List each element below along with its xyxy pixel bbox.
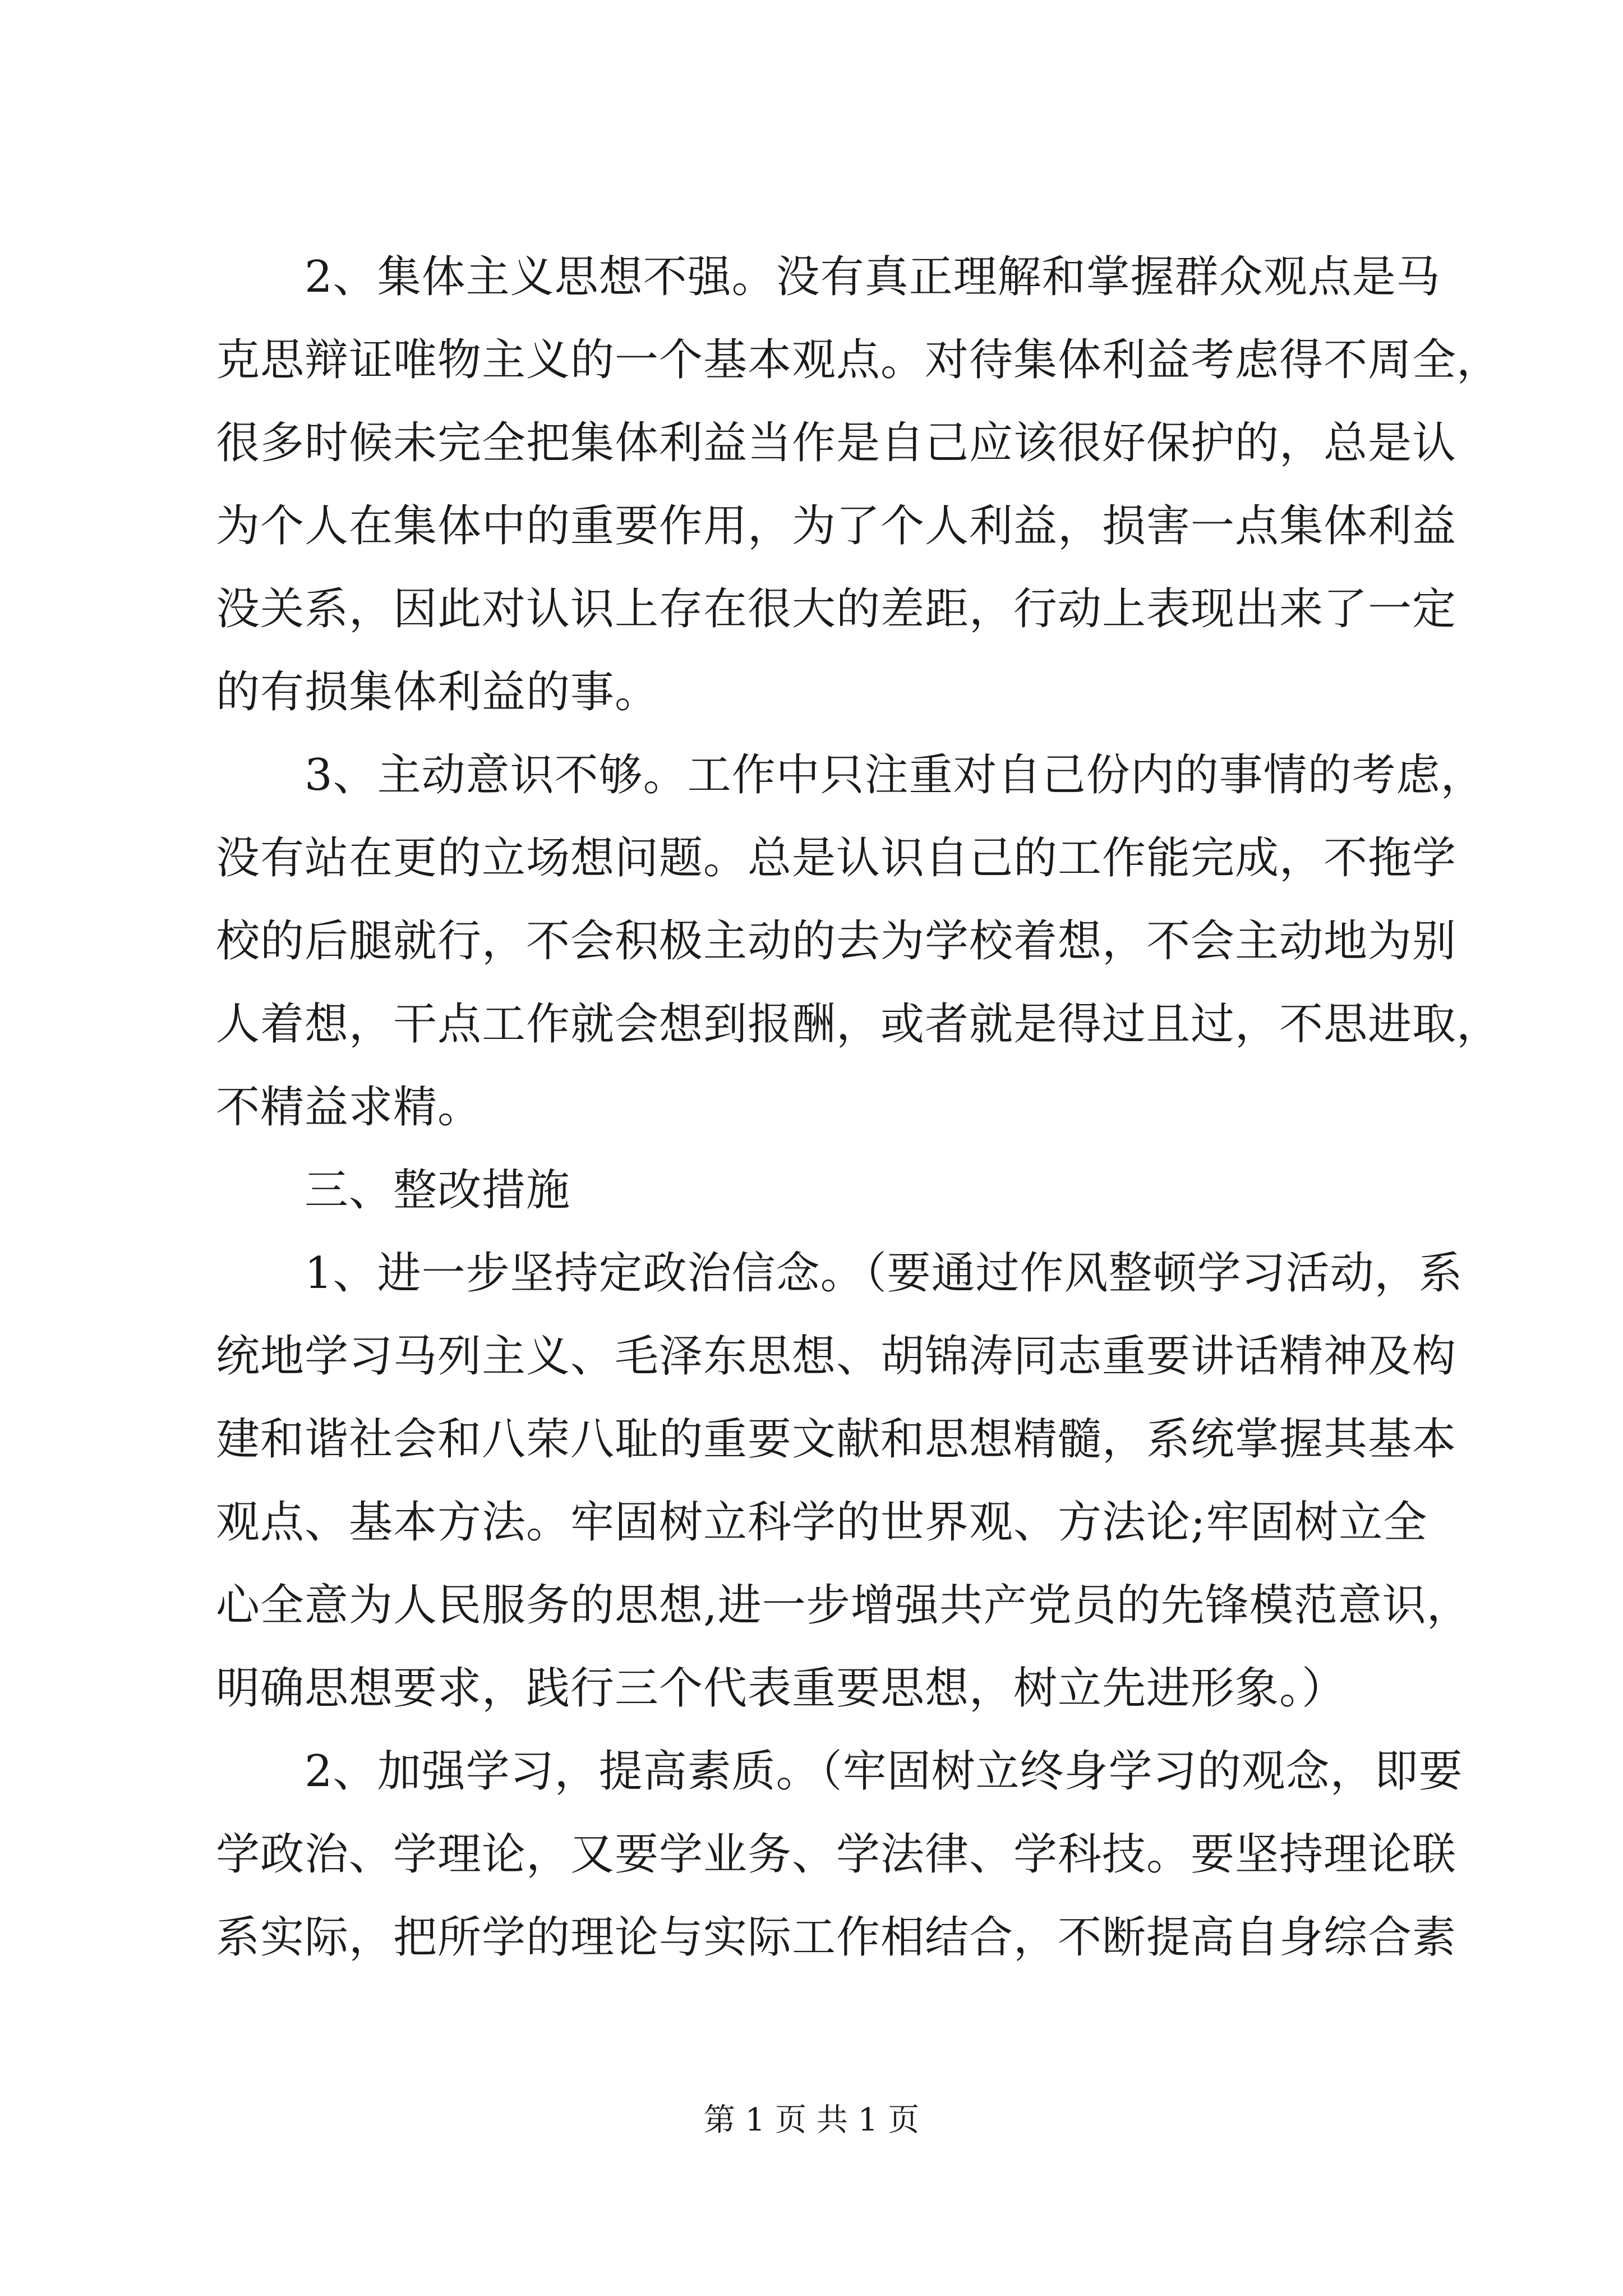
text-line: 建和谐社会和八荣八耻的重要文献和思想精髓，系统掌握其基本 xyxy=(216,1414,1457,1465)
text-line: 克思辩证唯物主义的一个基本观点。对待集体利益考虑得不周全， xyxy=(216,335,1501,385)
text-line: 校的后腿就行，不会积极主动的去为学校着想，不会主动地为别 xyxy=(216,916,1457,967)
text-line: 2、集体主义思想不强。没有真正理解和掌握群众观点是马 xyxy=(216,252,1441,302)
document-body xyxy=(216,236,1501,1979)
text-line: 系实际，把所学的理论与实际工作相结合，不断提高自身综合素 xyxy=(216,1912,1457,1963)
text-line: 不精益求精。 xyxy=(216,1082,482,1133)
text-line: 很多时候未完全把集体利益当作是自己应该很好保护的，总是认 xyxy=(216,418,1457,468)
text-line: 学政治、学理论，又要学业务、学法律、学科技。要坚持理论联 xyxy=(216,1829,1457,1880)
text-line: 没关系，因此对认识上存在很大的差距，行动上表现出来了一定 xyxy=(216,584,1457,634)
page-footer: 第 1 页 共 1 页 xyxy=(703,2102,920,2138)
text-line: 心全意为人民服务的思想,进一步增强共产党员的先锋模范意识， xyxy=(216,1580,1471,1631)
text-line: 观点、基本方法。牢固树立科学的世界观、方法论;牢固树立全 xyxy=(216,1497,1428,1548)
text-line: 为个人在集体中的重要作用，为了个人利益，损害一点集体利益 xyxy=(216,501,1457,551)
text-line: 明确思想要求，践行三个代表重要思想，树立先进形象。） xyxy=(216,1663,1347,1714)
text-line: 的有损集体利益的事。 xyxy=(216,667,660,717)
text-line: 1、进一步坚持定政治信念。（要通过作风整顿学习活动，系 xyxy=(216,1248,1463,1299)
section-heading: 三、整改措施 xyxy=(216,1165,571,1216)
text-line: 2、加强学习，提高素质。（牢固树立终身学习的观念，即要 xyxy=(216,1746,1463,1797)
text-line: 没有站在更的立场想问题。总是认识自己的工作能完成，不拖学 xyxy=(216,833,1457,884)
text-line: 人着想，干点工作就会想到报酬，或者就是得过且过，不思进取， xyxy=(216,999,1501,1050)
text-line: 统地学习马列主义、毛泽东思想、胡锦涛同志重要讲话精神及构 xyxy=(216,1331,1457,1382)
text-line: 3、主动意识不够。工作中只注重对自己份内的事情的考虑， xyxy=(216,750,1485,800)
